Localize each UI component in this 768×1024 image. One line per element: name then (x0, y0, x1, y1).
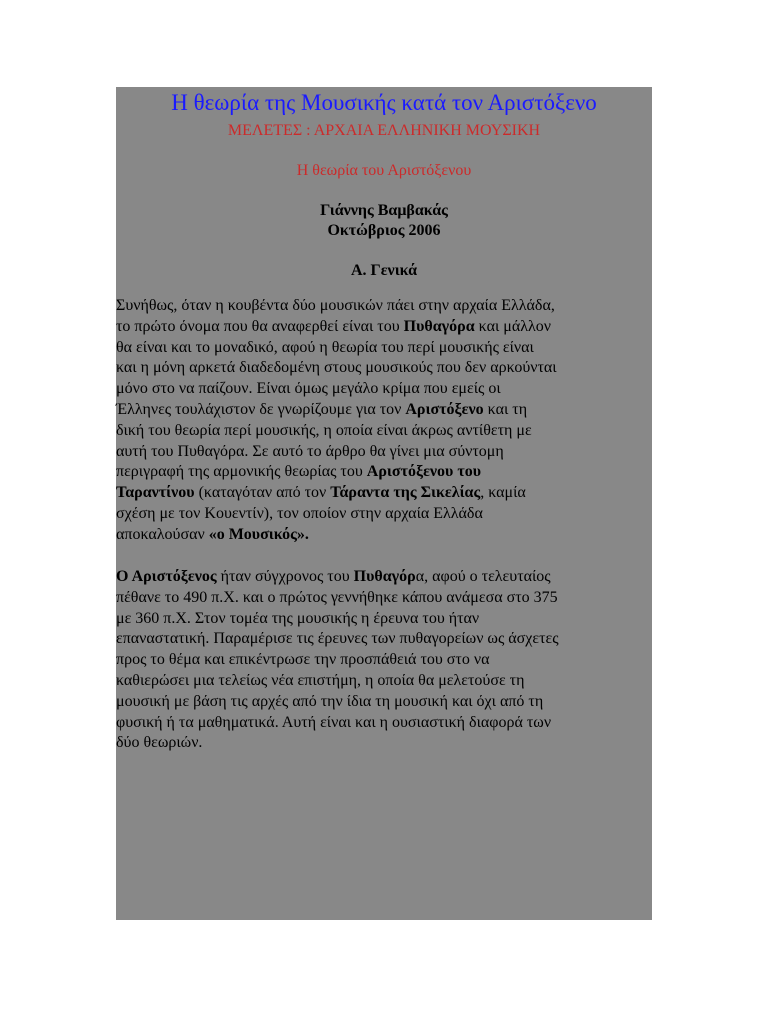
paragraph-line (116, 609, 652, 630)
text-run: και τη (483, 400, 528, 418)
paragraph-line (116, 296, 652, 317)
paragraph-line (116, 400, 652, 421)
document-page (116, 87, 652, 920)
text-run: αυτή του Πυθαγόρα. Σε αυτό το άρθρο θα γίνει μια σύντομη (116, 442, 504, 460)
text-run: ήταν σύγχρονος του (216, 568, 354, 585)
paragraph-line (116, 338, 652, 359)
paragraph-2 (116, 567, 652, 754)
text-run: α, αφού ο τελευταίος (415, 568, 551, 585)
text-run: πέθανε το 490 π.Χ. και ο πρώτος γεννήθηκε κάπου ανάμεσα στο 375 (116, 588, 558, 606)
bold-text: Πυθαγόρ (353, 568, 416, 585)
page-title: Η θεωρία της Μουσικής κατά τον Αριστόξενο (171, 90, 597, 115)
text-run: προς το θέμα και επικέντρωσε την προσπάθειά του στο να (116, 651, 490, 669)
text-run: δική του θεωρία περί μουσικής, η οποία είναι άκρως αντίθετη με (116, 421, 532, 439)
text-run: και μάλλον (474, 317, 551, 335)
paragraph-line (116, 317, 652, 338)
paragraph-line (116, 733, 652, 754)
text-run: φυσική ή τα μαθηματικά. Αυτή είναι και η ουσιαστική διαφορά των (116, 713, 552, 731)
bold-text: Αριστόξενου του (366, 463, 482, 481)
text-run: μόνο στο να παίζουν. Είναι όμως μεγάλο κρίμα που εμείς οι (116, 380, 501, 398)
publication-date: Οκτώβριος 2006 (327, 222, 441, 239)
section-title: ΜΕΛΕΤΕΣ : ΑΡΧΑΙΑ ΕΛΛΗΝΙΚΗ ΜΟΥΣΙΚΗ (227, 122, 541, 139)
paragraph-line (116, 671, 652, 692)
paragraph-line (116, 379, 652, 400)
bold-text: Ταραντίνου (116, 484, 195, 502)
paragraph-line (116, 588, 652, 609)
text-run: επαναστατική. Παραμέρισε τις έρευνες των πυθαγορείων ως άσχετες (116, 630, 559, 648)
text-run: περιγραφή της αρμονικής θεωρίας του (116, 463, 367, 481)
paragraph-line (116, 483, 652, 504)
paragraph-line (116, 442, 652, 463)
text-run: , καμία (480, 484, 526, 502)
paragraph-1 (116, 296, 652, 546)
text-run: με 360 π.Χ. Στον τομέα της μουσικής η έρευνα του ήταν (116, 609, 480, 627)
paragraph-line (116, 421, 652, 442)
section-heading: Α. Γενικά (350, 262, 418, 279)
paragraph-line (116, 462, 652, 483)
bold-text: «ο Μουσικός». (208, 525, 309, 543)
paragraph-line (116, 713, 652, 734)
text-run: (καταγόταν από τον (194, 484, 331, 502)
bold-text: Αριστόξενο (405, 400, 484, 418)
text-run: σχέση με τον Κουεντίν), τον οποίον στην αρχαία Ελλάδα (116, 504, 483, 522)
paragraph-line (116, 692, 652, 713)
bold-text: Ο Αριστόξενος (116, 568, 217, 585)
text-run: μουσική με βάση τις αρχές από την ίδια τη μουσική και όχι από τη (116, 692, 544, 710)
text-run: αποκαλούσαν (116, 525, 209, 543)
text-run: Συνήθως, όταν η κουβέντα δύο μουσικών πάει στην αρχαία Ελλάδα, (116, 297, 555, 314)
text-run: και η μόνη αρκετά διαδεδομένη στους μουσικούς που δεν αρκούνται (116, 359, 557, 377)
author-name: Γιάννης Βαμβακάς (320, 202, 448, 219)
text-run: θα είναι και το μοναδικό, αφού η θεωρία του περί μουσικής είναι (116, 338, 534, 356)
paragraph-line (116, 358, 652, 379)
paragraph-line (116, 504, 652, 525)
paragraph-line (116, 525, 652, 546)
text-run: Έλληνες τουλάχιστον δε γνωρίζουμε για τον (116, 400, 406, 418)
paragraph-line (116, 567, 652, 588)
text-run: καθιερώσει μια τελείως νέα επιστήμη, η οποία θα μελετούσε τη (116, 671, 525, 689)
bold-text: Τάραντα της Σικελίας (330, 484, 481, 502)
paragraph-line (116, 650, 652, 671)
bold-text: Πυθαγόρα (403, 317, 475, 335)
text-run: δύο θεωριών. (116, 734, 203, 752)
text-run: το πρώτο όνομα που θα αναφερθεί είναι του (116, 317, 404, 335)
article-title: Η θεωρία του Αριστόξενου (296, 162, 472, 179)
paragraph-line (116, 629, 652, 650)
